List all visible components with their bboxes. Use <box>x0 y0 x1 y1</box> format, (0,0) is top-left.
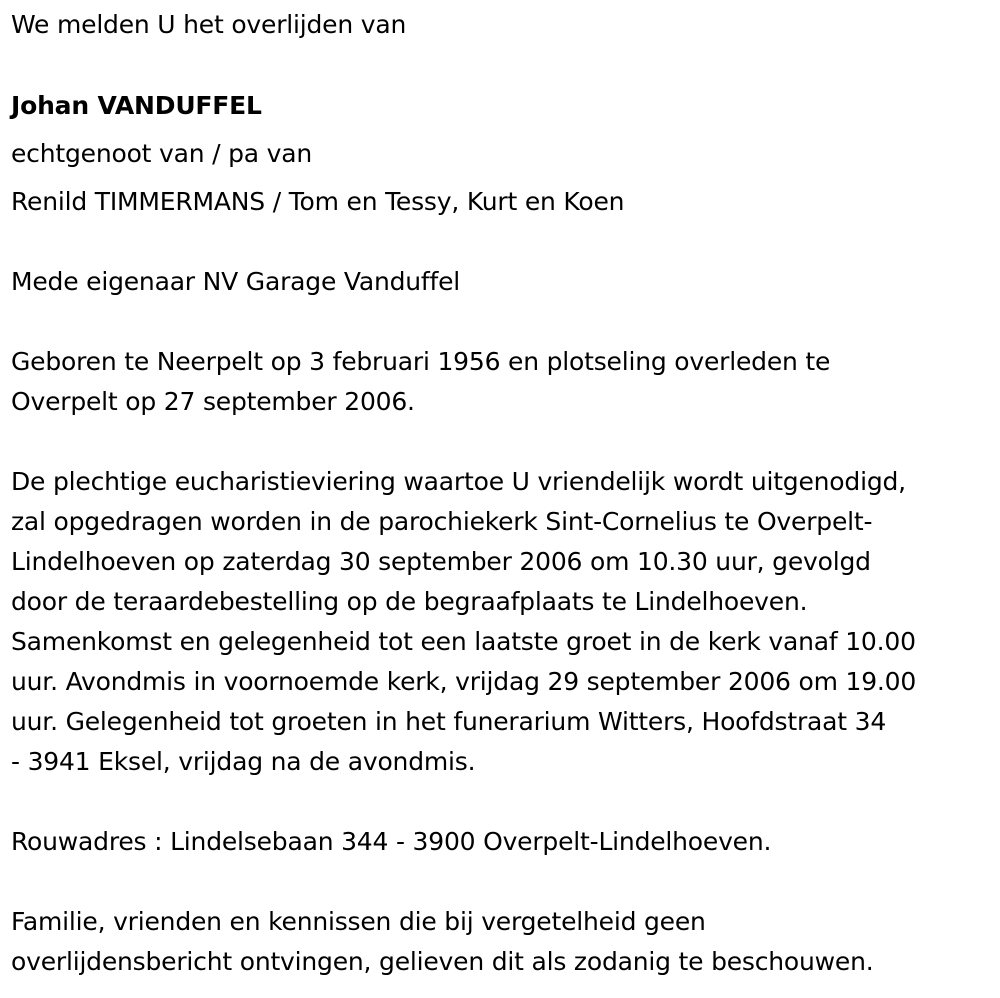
deceased-name: Johan VANDUFFEL <box>11 91 262 120</box>
intro-text: We melden U het overlijden van <box>11 10 407 39</box>
ceremony-line: Samenkomst en gelegenheid tot een laatste groet in de kerk vanaf 10.00 <box>11 627 916 656</box>
ceremony-line: door de teraardebestelling op de begraafplaats te Lindelhoeven. <box>11 587 808 616</box>
relation-label: echtgenoot van / pa van <box>11 139 312 168</box>
ceremony-line: De plechtige eucharistieviering waartoe U vriendelijk wordt uitgenodigd, <box>11 467 906 496</box>
ceremony-line: Lindelhoeven op zaterdag 30 september 2006 om 10.30 uur, gevolgd <box>11 547 871 576</box>
birth-death-line: Geboren te Neerpelt op 3 februari 1956 en plotseling overleden te <box>11 347 831 376</box>
ceremony-line: uur. Avondmis in voornoemde kerk, vrijdag 29 september 2006 om 19.00 <box>11 667 917 696</box>
ceremony-line: uur. Gelegenheid tot groeten in het funerarium Witters, Hoofdstraat 34 <box>11 707 887 736</box>
mourning-address: Rouwadres : Lindelsebaan 344 - 3900 Overpelt-Lindelhoeven. <box>11 827 772 856</box>
birth-death-line: Overpelt op 27 september 2006. <box>11 387 415 416</box>
ceremony-line: zal opgedragen worden in de parochiekerk Sint-Cornelius te Overpelt- <box>11 507 873 536</box>
closing-line: overlijdensbericht ontvingen, gelieven dit als zodanig te beschouwen. <box>11 947 874 976</box>
occupation-text: Mede eigenaar NV Garage Vanduffel <box>11 267 461 296</box>
family-names: Renild TIMMERMANS / Tom en Tessy, Kurt en Koen <box>11 187 625 216</box>
ceremony-line: - 3941 Eksel, vrijdag na de avondmis. <box>11 747 476 776</box>
closing-line: Familie, vrienden en kennissen die bij vergetelheid geen <box>11 907 706 936</box>
